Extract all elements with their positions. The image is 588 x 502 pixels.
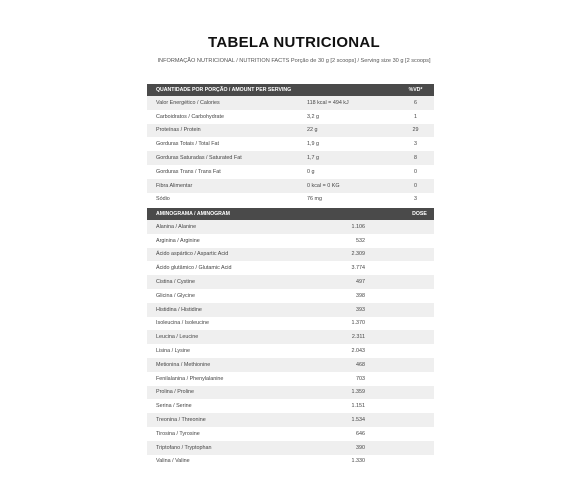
aminogram-row-cell-1: 3.774	[351, 265, 365, 272]
aminogram-row	[147, 441, 434, 455]
nutrition-row-cell-2: 0	[414, 168, 417, 175]
aminogram-row-cell-0: Glicina / Glycine	[156, 292, 195, 299]
nutrition-row	[147, 110, 434, 124]
aminogram-row-cell-1: 1.370	[351, 320, 365, 327]
nutrition-header-label: QUANTIDADE POR PORÇÃO / AMOUNT PER SERVING	[156, 87, 292, 93]
aminogram-row	[147, 358, 434, 372]
aminogram-row-cell-0: Metionina / Methionine	[156, 361, 211, 368]
nutrition-row-cell-1: 0 kcal = 0 KG	[307, 182, 340, 189]
aminogram-row-cell-1: 468	[356, 361, 365, 368]
aminogram-row	[147, 427, 434, 441]
aminogram-header-label: AMINOGRAMA / AMINOGRAM	[156, 211, 230, 217]
nutrition-table	[147, 84, 434, 206]
aminogram-row-cell-1: 1.534	[351, 417, 365, 424]
aminogram-row-cell-0: Cistina / Cystine	[156, 279, 195, 286]
aminogram-row	[147, 372, 434, 386]
nutrition-row-cell-1: 1,9 g	[307, 141, 319, 148]
aminogram-row-cell-0: Serina / Serine	[156, 403, 192, 410]
nutrition-row	[147, 193, 434, 207]
aminogram-row	[147, 220, 434, 234]
nutrition-row-cell-0: Valor Energético / Calories	[156, 99, 220, 106]
aminogram-table-body	[147, 220, 434, 468]
aminogram-row-cell-1: 497	[356, 279, 365, 286]
aminogram-row	[147, 289, 434, 303]
aminogram-row-cell-1: 393	[356, 306, 365, 313]
nutrition-table-header	[147, 84, 434, 96]
nutrition-row	[147, 137, 434, 151]
nutrition-row	[147, 96, 434, 110]
aminogram-row	[147, 330, 434, 344]
nutrition-row-cell-0: Gorduras Totais / Total Fat	[156, 141, 220, 148]
aminogram-row-cell-0: Valina / Valine	[156, 458, 190, 465]
nutrition-table-body	[147, 96, 434, 206]
aminogram-row	[147, 275, 434, 289]
nutrition-row-cell-2: 3	[414, 196, 417, 203]
nutrition-row-cell-0: Gorduras Trans / Trans Fat	[156, 168, 221, 175]
page-title: TABELA NUTRICIONAL	[207, 34, 381, 51]
nutrition-row-cell-1: 3,2 g	[307, 113, 319, 120]
nutrition-row	[147, 179, 434, 193]
aminogram-row-cell-0: Prolina / Proline	[156, 389, 195, 396]
aminogram-row-cell-0: Tirosina / Tyrosine	[156, 430, 200, 437]
nutrition-row	[147, 165, 434, 179]
aminogram-row-cell-1: 2.043	[351, 348, 365, 355]
nutrition-row-cell-2: 29	[412, 127, 419, 134]
nutrition-row	[147, 124, 434, 138]
aminogram-row-cell-0: Arginina / Arginine	[156, 237, 200, 244]
aminogram-row	[147, 344, 434, 358]
aminogram-row	[147, 248, 434, 262]
aminogram-row	[147, 455, 434, 469]
nutrition-row-cell-2: 1	[414, 113, 417, 120]
aminogram-row-cell-0: Alanina / Alanine	[156, 223, 197, 230]
nutrition-row-cell-2: 6	[414, 99, 417, 106]
aminogram-row-cell-1: 532	[356, 237, 365, 244]
aminogram-row	[147, 303, 434, 317]
nutrition-row-cell-1: 1,7 g	[307, 155, 319, 162]
nutrition-row-cell-1: 22 g	[307, 127, 318, 134]
aminogram-row-cell-0: Histidina / Histidine	[156, 306, 202, 313]
page-subtitle: INFORMAÇÃO NUTRICIONAL / NUTRITION FACTS Porção de 30 g [2 scoops] / Serving size 30 g [2 scoops]	[157, 58, 431, 64]
aminogram-row-cell-0: Fenilalanina / Phenylalanine	[156, 375, 224, 382]
nutrition-row-cell-1: 0 g	[307, 168, 315, 175]
aminogram-row-cell-0: Leucina / Leucine	[156, 334, 199, 341]
aminogram-row-cell-1: 1.151	[351, 403, 365, 410]
aminogram-row-cell-0: Ácido glutâmico / Glutamic Acid	[156, 265, 232, 272]
aminogram-row-cell-1: 1.106	[351, 223, 365, 230]
nutrition-header-dv: %VD*	[408, 87, 423, 93]
aminogram-row	[147, 399, 434, 413]
aminogram-row-cell-0: Triptofano / Tryptophan	[156, 444, 212, 451]
aminogram-row-cell-1: 2.311	[351, 334, 365, 341]
aminogram-row-cell-0: Ácido aspártico / Aspartic Acid	[156, 251, 229, 258]
aminogram-row	[147, 386, 434, 400]
aminogram-row	[147, 234, 434, 248]
nutrition-row-cell-0: Sódio	[156, 196, 170, 203]
nutrition-row	[147, 151, 434, 165]
aminogram-table-header	[147, 208, 434, 220]
aminogram-row-cell-0: Treonina / Threonine	[156, 417, 206, 424]
aminogram-row-cell-1: 2.309	[351, 251, 365, 258]
aminogram-header-dose: DOSE	[412, 211, 427, 217]
nutrition-row-cell-2: 8	[414, 155, 417, 162]
aminogram-row-cell-1: 1.359	[351, 389, 365, 396]
aminogram-row-cell-0: Lisina / Lysine	[156, 348, 190, 355]
aminogram-table	[147, 208, 434, 468]
nutrition-row-cell-0: Gorduras Saturadas / Saturated Fat	[156, 155, 242, 162]
aminogram-row	[147, 261, 434, 275]
aminogram-row-cell-1: 1.330	[351, 458, 365, 465]
nutrition-row-cell-0: Fibra Alimentar	[156, 182, 193, 189]
aminogram-row-cell-1: 646	[356, 430, 365, 437]
aminogram-row	[147, 317, 434, 331]
nutrition-row-cell-1: 118 kcal = 494 kJ	[307, 99, 349, 106]
aminogram-row-cell-1: 398	[356, 292, 365, 299]
nutrition-row-cell-1: 76 mg	[307, 196, 322, 203]
nutrition-row-cell-0: Carboidratos / Carbohydrate	[156, 113, 225, 120]
nutrition-row-cell-2: 3	[414, 141, 417, 148]
nutrition-row-cell-0: Proteínas / Protein	[156, 127, 201, 134]
aminogram-row-cell-1: 390	[356, 444, 365, 451]
aminogram-row-cell-0: Isoleucina / Isoleucine	[156, 320, 210, 327]
nutrition-row-cell-2: 0	[414, 182, 417, 189]
aminogram-row-cell-1: 703	[356, 375, 365, 382]
aminogram-row	[147, 413, 434, 427]
